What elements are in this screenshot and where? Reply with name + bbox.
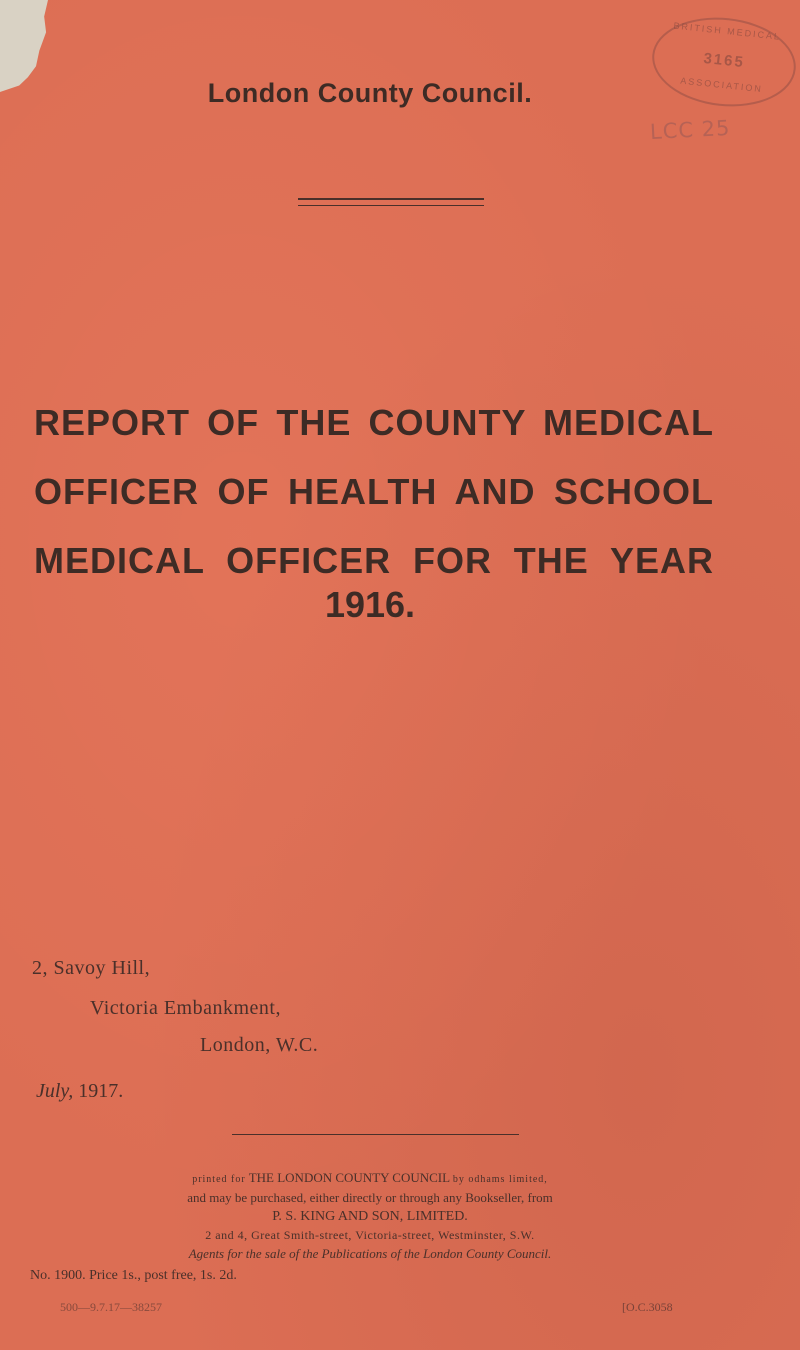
imprint-council-name: THE LONDON COUNTY COUNCIL — [248, 1170, 450, 1185]
report-date — [36, 1080, 123, 1103]
imprint-printed-for — [0, 1170, 740, 1186]
report-title-line: MEDICAL OFFICER FOR THE YEAR — [34, 540, 714, 581]
council-title: London County Council. — [207, 78, 533, 108]
date-year: 1917. — [78, 1080, 124, 1102]
stamp-bottom-text: ASSOCIATION — [679, 75, 764, 95]
report-title-line: OFFICER OF HEALTH AND SCHOOL — [34, 471, 714, 512]
address-line-3: London, W.C. — [200, 1034, 319, 1056]
imprint-agent-role: Agents for the sale of the Publications of the London County Council. — [188, 1246, 552, 1261]
imprint-agent-name: P. S. KING AND SON, LIMITED. — [272, 1209, 468, 1224]
catalogue-code: [O.C.3058 — [622, 1300, 673, 1314]
imprint-agent-address: 2 and 4, Great Smith-street, Victoria-street, Westminster, S.W. — [205, 1228, 535, 1242]
imprint-prefix: printed for — [192, 1174, 246, 1185]
shelfmark: LCC 25 — [649, 115, 732, 145]
report-title-line: REPORT OF THE COUNTY MEDICAL — [34, 402, 714, 443]
price-line: No. 1900. Price 1s., post free, 1s. 2d. — [30, 1268, 237, 1283]
address-line-1: 2, Savoy Hill, — [32, 957, 151, 979]
single-rule-divider — [232, 1134, 519, 1135]
imprint-purchase-note: and may be purchased, either directly or through any Bookseller, from — [187, 1190, 553, 1205]
address-line-2: Victoria Embankment, — [90, 997, 281, 1019]
double-rule-divider — [298, 198, 484, 206]
report-year: 1916. — [324, 584, 416, 625]
date-month: July, — [36, 1080, 74, 1102]
stamp-number: 3165 — [702, 49, 746, 72]
imprint-printer: by odhams limited, — [452, 1174, 548, 1185]
report-title — [34, 388, 714, 595]
print-code: 500—9.7.17—38257 — [60, 1300, 162, 1314]
stamp-top-text: BRITISH MEDICAL — [672, 20, 782, 42]
